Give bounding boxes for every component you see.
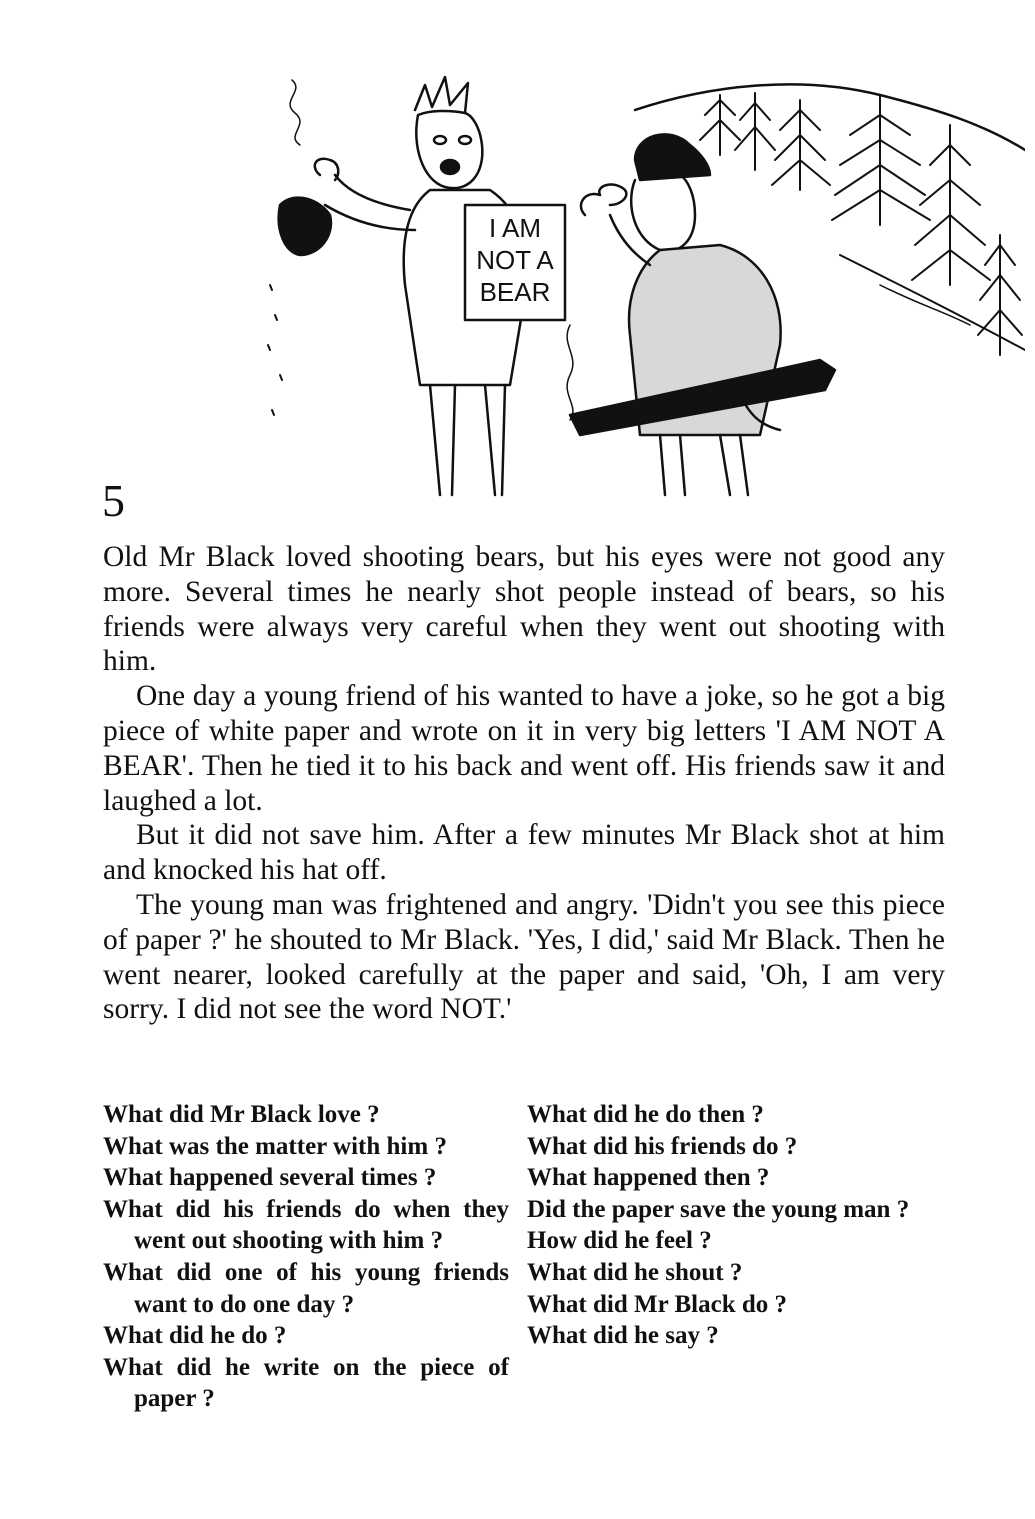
question: What did Mr Black love ? (103, 1101, 380, 1128)
question: What did Mr Black do ? (527, 1290, 787, 1318)
sign-line-1: I AM (488, 213, 542, 243)
old-face (631, 175, 695, 251)
story-paragraph: One day a young friend of his wanted to have a joke, so he got a big piece of white paper and wrote on it in very big letters 'I AM NOT A BEAR'. Then he tied it to his back and went off. His friends saw it and laughed a lot. (103, 680, 945, 817)
question: What did he do ? (103, 1322, 287, 1350)
question: What did his friends do when they went out shooting with him ? (103, 1195, 509, 1255)
question: What did he say ? (527, 1322, 719, 1350)
hat-falling (279, 198, 331, 255)
question: What did he write on the piece of paper ? (103, 1353, 509, 1413)
left-arm (325, 175, 415, 230)
story-number: 5 (102, 475, 125, 526)
smoke-squiggle (290, 80, 300, 145)
questions-right-column (527, 1099, 933, 1352)
question: What did his friends do ? (527, 1132, 798, 1160)
spectacles (599, 185, 626, 205)
sign-line-3: BEAR (479, 277, 551, 307)
question: What did one of his young friends want to do one day ? (103, 1258, 509, 1318)
story-paragraph: Old Mr Black loved shooting bears, but his eyes were not good any more. Several times he nearly shot people instead of bears, so his friends were always very careful when they went out shooting with him. (103, 541, 945, 678)
questions-left-column (103, 1099, 509, 1415)
question: What was the matter with him ? (103, 1132, 447, 1160)
pointing-hand (581, 194, 600, 215)
cap (635, 134, 710, 180)
question: Did the paper save the young man ? (527, 1195, 910, 1223)
legs (430, 385, 505, 495)
hillside-line (635, 84, 1025, 150)
hair (415, 77, 468, 113)
old-legs (660, 435, 748, 495)
question: What happened then ? (527, 1164, 770, 1192)
question: How did he feel ? (527, 1227, 712, 1255)
sign-line-2: NOT A (476, 245, 554, 275)
story-paragraph: The young man was frightened and angry. 'Didn't you see this piece of paper ?' he shouted to Mr Black. 'Yes, I did,' said Mr Black. Then he went nearer, looked carefully at the paper and said, 'Oh, I am very sorry. I did not see the word NOT.' (103, 888, 945, 1026)
question: What did he do then ? (527, 1101, 764, 1128)
sign-board (465, 205, 565, 320)
illustration (240, 55, 1025, 505)
mr-black-figure (567, 134, 835, 495)
story-text (103, 540, 945, 1027)
hand-left (315, 159, 338, 180)
story-paragraph: But it did not save him. After a few minutes Mr Black shot at him and knocked his hat off. (103, 819, 945, 887)
question: What happened several times ? (103, 1164, 437, 1192)
face (416, 111, 482, 188)
question: What did he shout ? (527, 1258, 743, 1286)
